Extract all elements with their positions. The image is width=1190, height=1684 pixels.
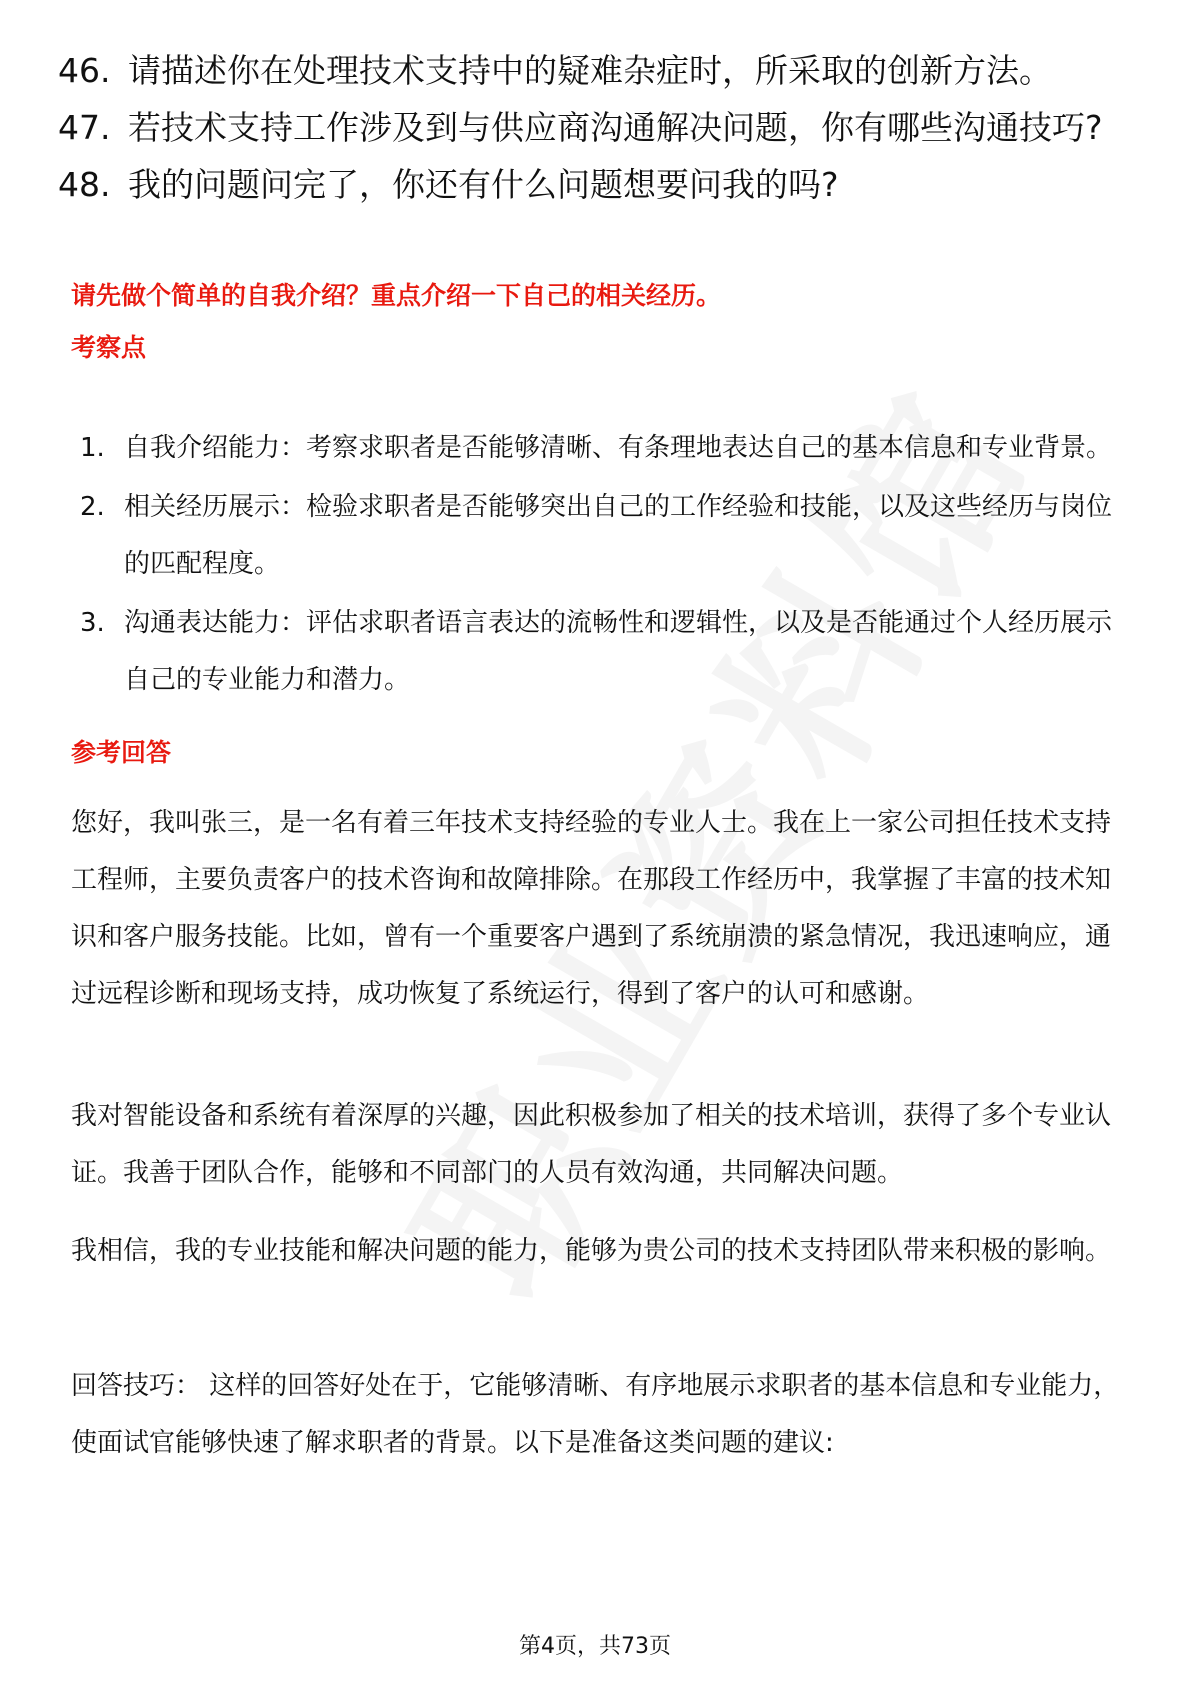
list-item (80, 595, 1130, 709)
answer-paragraph: 我相信，我的专业技能和解决问题的能力，能够为贵公司的技术支持团队带来积极的影响。 (71, 1236, 1112, 1266)
question-item (58, 105, 1133, 151)
assessment-points (80, 420, 1130, 711)
answer-paragraph: 我对智能设备和系统有着深厚的兴趣，因此积极参加了相关的技术培训，获得了多个专业认证。我善于团队合作，能够和不同部门的人员有效沟通，共同解决问题。 (71, 1101, 1112, 1188)
list-item-text: 沟通表达能力：评估求职者语言表达的流畅性和逻辑性，以及是否能通过个人经历展示自己的专业能力和潜力。 (124, 608, 1113, 695)
question-text: 请描述你在处理技术支持中的疑难杂症时，所采取的创新方法。 (128, 51, 1052, 90)
question-number: 47. (58, 108, 111, 147)
list-item (80, 420, 1130, 477)
list-item-number: 2. (80, 492, 105, 522)
list-item-number: 1. (80, 433, 105, 463)
tips-paragraph: 回答技巧： 这样的回答好处在于，它能够清晰、有序地展示求职者的基本信息和专业能力，使面试官能够快速了解求职者的背景。以下是准备这类问题的建议: (71, 1371, 1120, 1458)
question-item (58, 162, 1133, 208)
question-item (58, 48, 1133, 94)
question-list (58, 48, 1133, 219)
list-item-text: 相关经历展示：检验求职者是否能够突出自己的工作经验和技能，以及这些经历与岗位的匹配程度。 (124, 492, 1113, 579)
list-item (80, 479, 1130, 593)
answer-label: 参考回答 (71, 738, 172, 767)
question-text: 我的问题问完了，你还有什么问题想要问我的吗? (128, 165, 839, 204)
list-item-number: 3. (80, 608, 105, 638)
question-number: 48. (58, 165, 111, 204)
question-text: 若技术支持工作涉及到与供应商沟通解决问题，你有哪些沟通技巧? (128, 108, 1103, 147)
assessment-label: 考察点 (71, 333, 147, 362)
answer-paragraph: 您好，我叫张三，是一名有着三年技术支持经验的专业人士。我在上一家公司担任技术支持工程师，主要负责客户的技术咨询和故障排除。在那段工作经历中，我掌握了丰富的技术知识和客户服务技能。比如，曾有一个重要客户遇到了系统崩溃的紧急情况，我迅速响应，通过远程诊断和现场支持，成功恢复了系统运行，得到了客户的认可和感谢。 (71, 808, 1112, 1009)
section-title: 请先做个简单的自我介绍？重点介绍一下自己的相关经历。 (71, 281, 722, 310)
question-number: 46. (58, 51, 111, 90)
list-item-text: 自我介绍能力：考察求职者是否能够清晰、有条理地表达自己的基本信息和专业背景。 (124, 433, 1113, 463)
page-footer: 第4页，共73页 (519, 1634, 671, 1659)
